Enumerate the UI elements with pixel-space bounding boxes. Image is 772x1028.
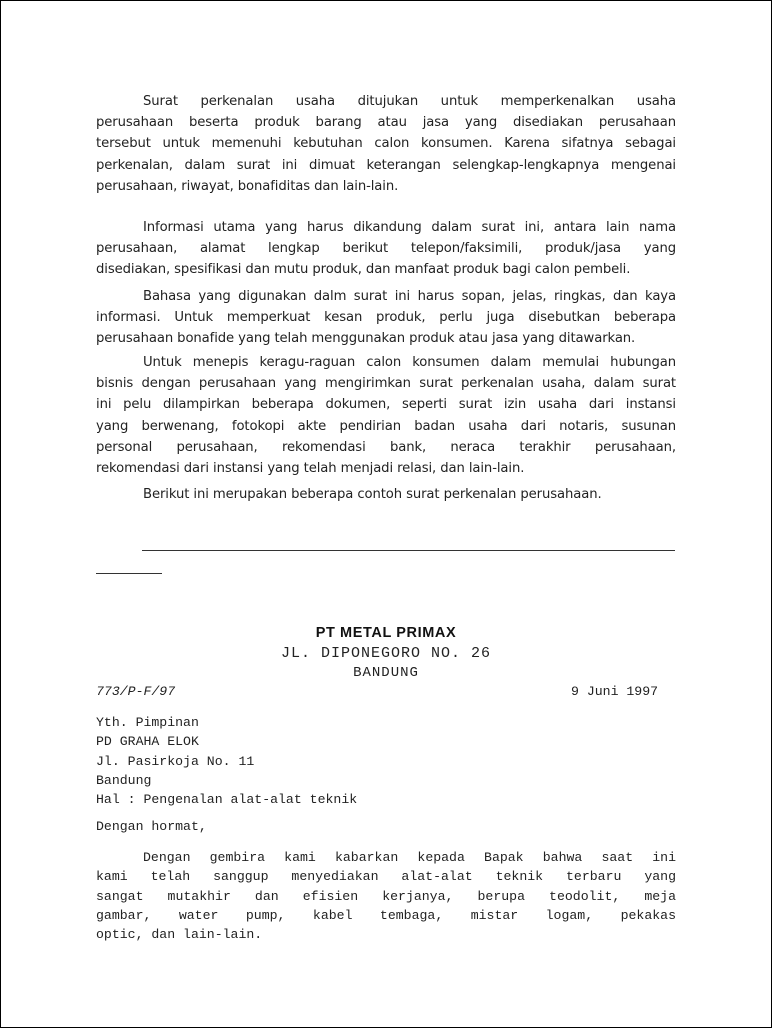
- intro-paragraph-5: [96, 484, 676, 505]
- letter-body: [96, 848, 676, 944]
- company-city: BANDUNG: [353, 665, 419, 681]
- intro-paragraph-3: [96, 286, 676, 350]
- text-line: perusahaan, alamat lengkap berikut telepon/faksimili, produk/jasa yang: [96, 241, 676, 257]
- text-line: Bahasa yang digunakan dalm surat ini harus sopan, jelas, ringkas, dan kaya: [143, 289, 676, 304]
- recipient-line: Bandung: [96, 772, 152, 788]
- text-line: gambar, water pump, kabel tembaga, mistar logam, pekakas: [96, 907, 676, 923]
- recipient-line: PD GRAHA ELOK: [96, 734, 199, 750]
- text-line: tersebut untuk memenuhi kebutuhan calon konsumen. Karena sifatnya sebagai: [96, 136, 676, 152]
- separator-line-continuation: [96, 573, 162, 574]
- text-line: rekomendasi dari instansi yang telah menjadi relasi, dan lain-lain.: [96, 461, 525, 477]
- text-line: Untuk menepis keragu-raguan calon konsumen dalam memulai hubungan: [143, 355, 676, 370]
- recipient-block: [96, 715, 357, 811]
- text-line: Informasi utama yang harus dikandung dalam surat ini, antara lain nama: [143, 220, 676, 235]
- company-address: JL. DIPONEGORO NO. 26: [280, 645, 492, 662]
- recipient-line: Jl. Pasirkoja No. 11: [96, 753, 255, 769]
- text-line: personal perusahaan, rekomendasi bank, neraca terakhir perusahaan,: [96, 439, 676, 455]
- text-line: perusahaan beserta produk barang atau jasa yang disediakan perusahaan: [96, 115, 676, 131]
- text-line: sangat mutakhir dan efisien kerjanya, berupa teodolit, meja: [96, 888, 676, 904]
- text-line: perkenalan, dalam surat ini dimuat keterangan selengkap-lengkapnya mengenai: [96, 157, 676, 173]
- text-line: informasi. Untuk memperkuat kesan produk, perlu juga disebutkan beberapa: [96, 310, 676, 326]
- company-name: PT METAL PRIMAX: [315, 625, 457, 641]
- text-line: bisnis dengan perusahaan yang mengirimkan surat perkenalan usaha, dalam surat: [96, 376, 676, 392]
- letter-date: 9 Juni 1997: [571, 684, 659, 699]
- text-line: Dengan gembira kami kabarkan kepada Bapak bahwa saat ini: [143, 850, 676, 865]
- text-line: kami telah sanggup menyediakan alat-alat teknik terbaru yang: [96, 869, 676, 885]
- text-line: ini pelu dilampirkan beberapa dokumen, seperti surat izin usaha dari instansi: [96, 397, 676, 413]
- recipient-line: Yth. Pimpinan: [96, 715, 199, 730]
- intro-paragraph-1: [96, 91, 676, 197]
- intro-paragraph-2: [96, 217, 676, 281]
- text-line: Berikut ini merupakan beberapa contoh surat perkenalan perusahaan.: [143, 487, 602, 502]
- text-line: perusahaan bonafide yang telah menggunakan produk atau jasa yang ditawarkan.: [96, 331, 636, 347]
- subject-line: Hal : Pengenalan alat-alat teknik: [96, 792, 358, 808]
- intro-paragraph-4: [96, 352, 676, 479]
- text-line: optic, dan lain-lain.: [96, 927, 263, 943]
- separator-line: [142, 550, 675, 551]
- text-line: disediakan, spesifikasi dan mutu produk, dan manfaat produk bagi calon pembeli.: [96, 262, 631, 278]
- greeting: Dengan hormat,: [96, 819, 207, 834]
- reference-number: 773/P-F/97: [96, 684, 176, 699]
- text-line: perusahaan, riwayat, bonafiditas dan lain-lain.: [96, 178, 399, 194]
- text-line: yang berwenang, fotokopi akte pendirian badan usaha dari notaris, susunan: [96, 418, 676, 434]
- text-line: Surat perkenalan usaha ditujukan untuk memperkenalkan usaha: [143, 94, 676, 109]
